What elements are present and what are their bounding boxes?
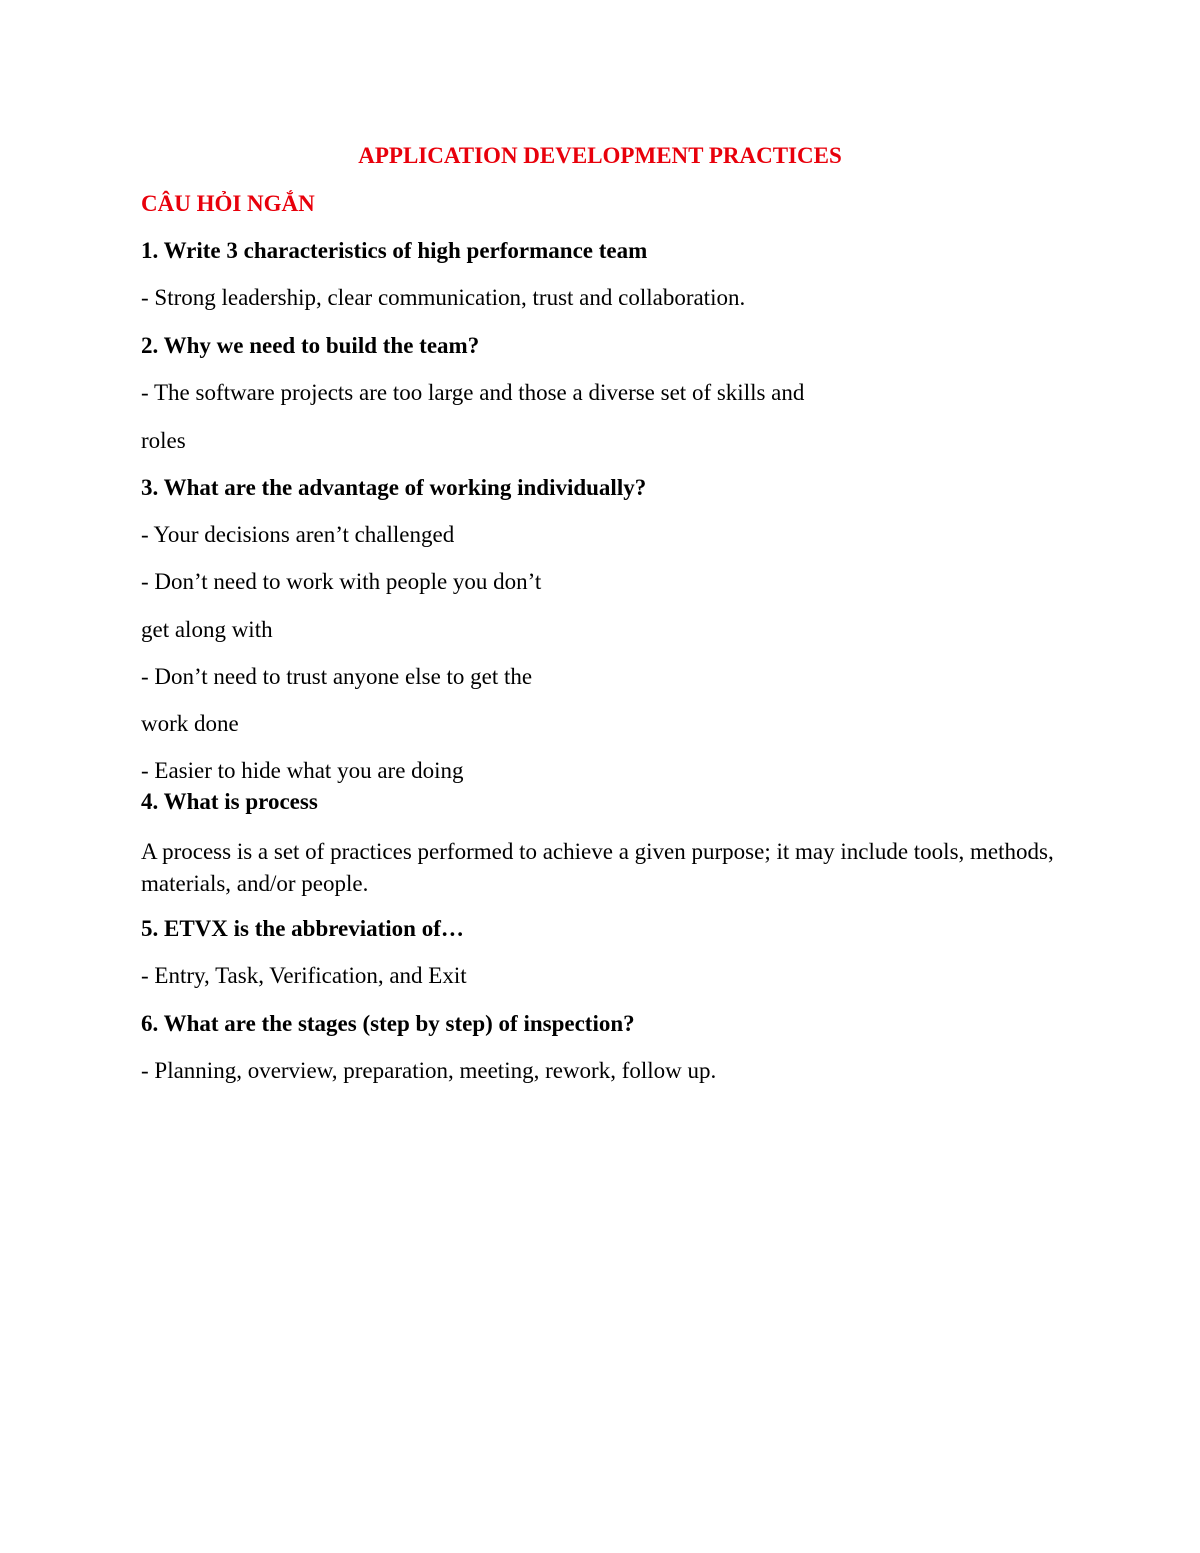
answer-2-line-2: roles xyxy=(141,428,186,453)
answer-2-line-1: - The software projects are too large and those a diverse set of skills and xyxy=(141,380,805,405)
answer-1: - Strong leadership, clear communication, trust and collaboration. xyxy=(141,285,746,310)
question-1: 1. Write 3 characteristics of high performance team xyxy=(141,238,648,263)
document-title: APPLICATION DEVELOPMENT PRACTICES xyxy=(358,143,842,168)
answer-3-line-5: work done xyxy=(141,711,239,736)
answer-3-line-6: - Easier to hide what you are doing xyxy=(141,758,464,783)
answer-6: - Planning, overview, preparation, meeting, rework, follow up. xyxy=(141,1058,717,1083)
question-4: 4. What is process xyxy=(141,789,318,814)
question-3: 3. What are the advantage of working individually? xyxy=(141,475,647,500)
answer-3-line-3: get along with xyxy=(141,617,273,642)
answer-3-line-4: - Don’t need to trust anyone else to get the xyxy=(141,664,533,689)
question-5: 5. ETVX is the abbreviation of… xyxy=(141,916,464,941)
section-heading: CÂU HỎI NGẮN xyxy=(141,191,315,216)
question-2: 2. Why we need to build the team? xyxy=(141,333,480,358)
answer-5: - Entry, Task, Verification, and Exit xyxy=(141,963,467,988)
answer-3-line-2: - Don’t need to work with people you don’t xyxy=(141,569,542,594)
question-6: 6. What are the stages (step by step) of inspection? xyxy=(141,1011,635,1036)
answer-3-line-1: - Your decisions aren’t challenged xyxy=(141,522,455,547)
answer-4: A process is a set of practices performed to achieve a given purpose; it may include tools, methods, materials, and/or people. xyxy=(141,839,1054,896)
